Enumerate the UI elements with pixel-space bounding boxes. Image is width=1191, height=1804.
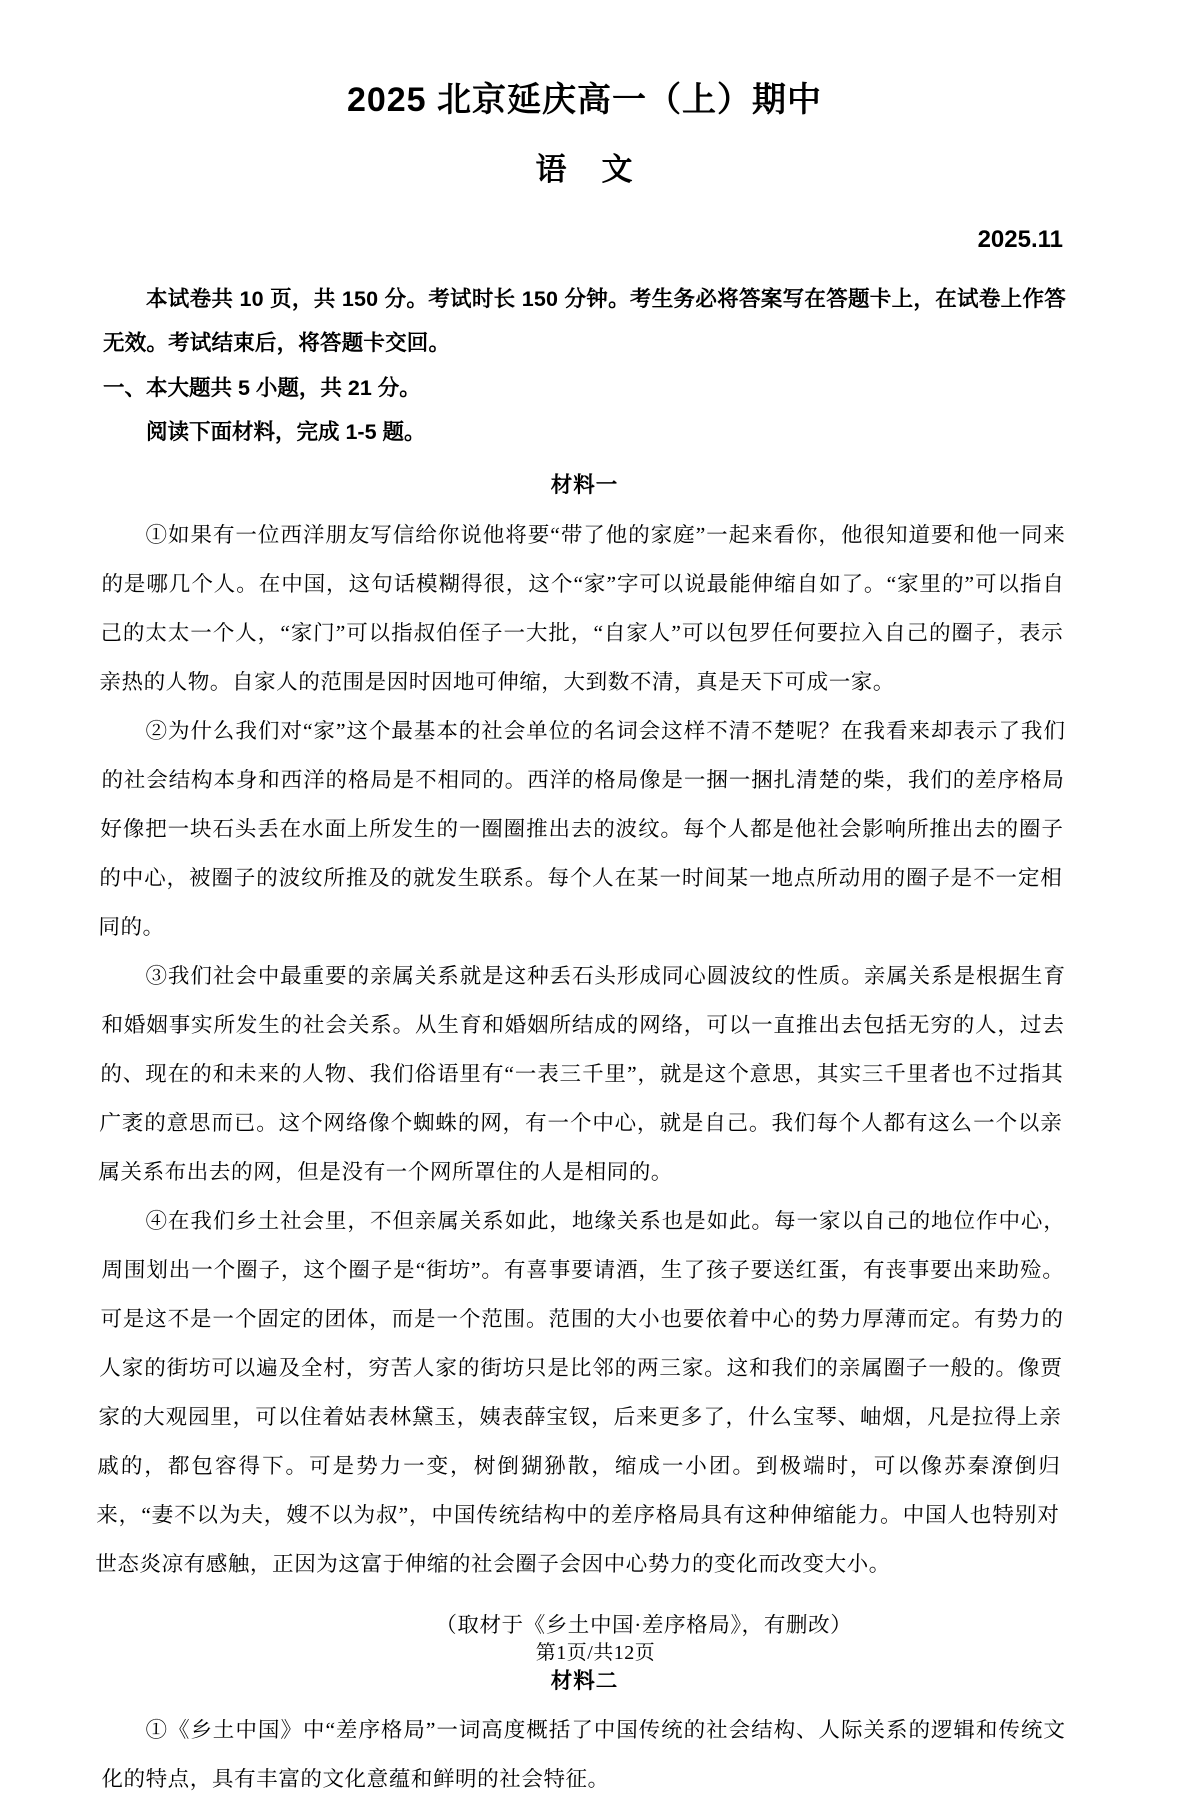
subject-title-right: 文 — [601, 151, 634, 187]
material-one-attribution: （取材于《乡土中国·差序格局》，有删改） — [435, 1612, 853, 1637]
reading-prompt: 阅读下面材料，完成 1-5 题。 — [146, 419, 426, 444]
material-one-paragraph-1: ①如果有一位西洋朋友写信给你说他将要“带了他的家庭”一起来看你，他很知道要和他一同来的是哪几个人。在中国，这句话模糊得很，这个“家”字可以说最能伸缩自如了。“家里的”可以指自己的太太一个人，“家门”可以指叔伯侄子一大批，“自家人”可以包罗任何要拉入自己的圈子，表示亲热的人物。自家人的范围是因时因地可伸缩，大到数不清，真是天下可成一家。 — [99, 522, 1066, 694]
page-content — [95, 0, 1066, 1804]
section-heading: 一、本大题共 5 小题，共 21 分。 — [103, 375, 421, 400]
material-one-heading: 材料一 — [550, 473, 619, 498]
material-one-paragraph-3: ③我们社会中最重要的亲属关系就是这种丢石头形成同心圆波纹的性质。亲属关系是根据生育和婚姻事实所发生的社会关系。从生育和婚姻所结成的网络，可以一直推出去包括无穷的人，过去的、现在的和未来的人物、我们俗语里有“一表三千里”，就是这个意思，其实三千里者也不过指其广袤的意思而已。这个网络像个蜘蛛的网，有一个中心，就是自己。我们每个人都有这么一个以亲属关系布出去的网，但是没有一个网所罩住的人是相同的。 — [98, 963, 1066, 1184]
material-one-paragraph-4: ④在我们乡土社会里，不但亲属关系如此，地缘关系也是如此。每一家以自己的地位作中心，周围划出一个圈子，这个圈子是“街坊”。有喜事要请酒，生了孩子要送红蛋，有丧事要出来助殓。可是这不是一个固定的团体，而是一个范围。范围的大小也要依着中心的势力厚薄而定。有势力的人家的街坊可以遍及全村，穷苦人家的街坊只是比邻的两三家。这和我们的亲属圈子一般的。像贾家的大观园里，可以住着姑表林黛玉，姨表薛宝钗，后来更多了，什么宝琴、岫烟，凡是拉得上亲戚的，都包容得下。可是势力一变，树倒猢狲散，缩成一小团。到极端时，可以像苏秦潦倒归来，“妻不以为夫，嫂不以为叔”，中国传统结构中的差序格局具有这种伸缩能力。中国人也特别对世态炎凉有感触，正因为这富于伸缩的社会圈子会因中心势力的变化而改变大小。 — [95, 1208, 1066, 1576]
material-two-heading: 材料二 — [550, 1668, 619, 1693]
exam-date: 2025.11 — [977, 226, 1063, 254]
page-footer: 第1页/共12页 — [535, 1642, 656, 1664]
material-two-paragraph-1: ①《乡土中国》中“差序格局”一词高度概括了中国传统的社会结构、人际关系的逻辑和传统文化的特点，具有丰富的文化意蕴和鲜明的社会特征。 — [101, 1718, 1066, 1792]
subject-title — [103, 124, 1066, 190]
page-title: 2025 北京延庆高一（上）期中 — [346, 81, 823, 119]
subject-title-left: 语 — [535, 151, 568, 187]
material-one-paragraph-2: ②为什么我们对“家”这个最基本的社会单位的名词会这样不清不楚呢？在我看来却表示了我们的社会结构本身和西洋的格局是不相同的。西洋的格局像是一捆一捆扎清楚的柴，我们的差序格局好像把一块石头丢在水面上所发生的一圈圈推出去的波纹。每个人都是他社会影响所推出去的圈子的中心，被圈子的波纹所推及的就发生联系。每个人在某一时间某一地点所动用的圈子是不一定相同的。 — [98, 718, 1066, 939]
exam-instructions: 本试卷共 10 页，共 150 分。考试时长 150 分钟。考生务必将答案写在答题卡上，在试卷上作答无效。考试结束后，将答题卡交回。 — [103, 286, 1066, 356]
